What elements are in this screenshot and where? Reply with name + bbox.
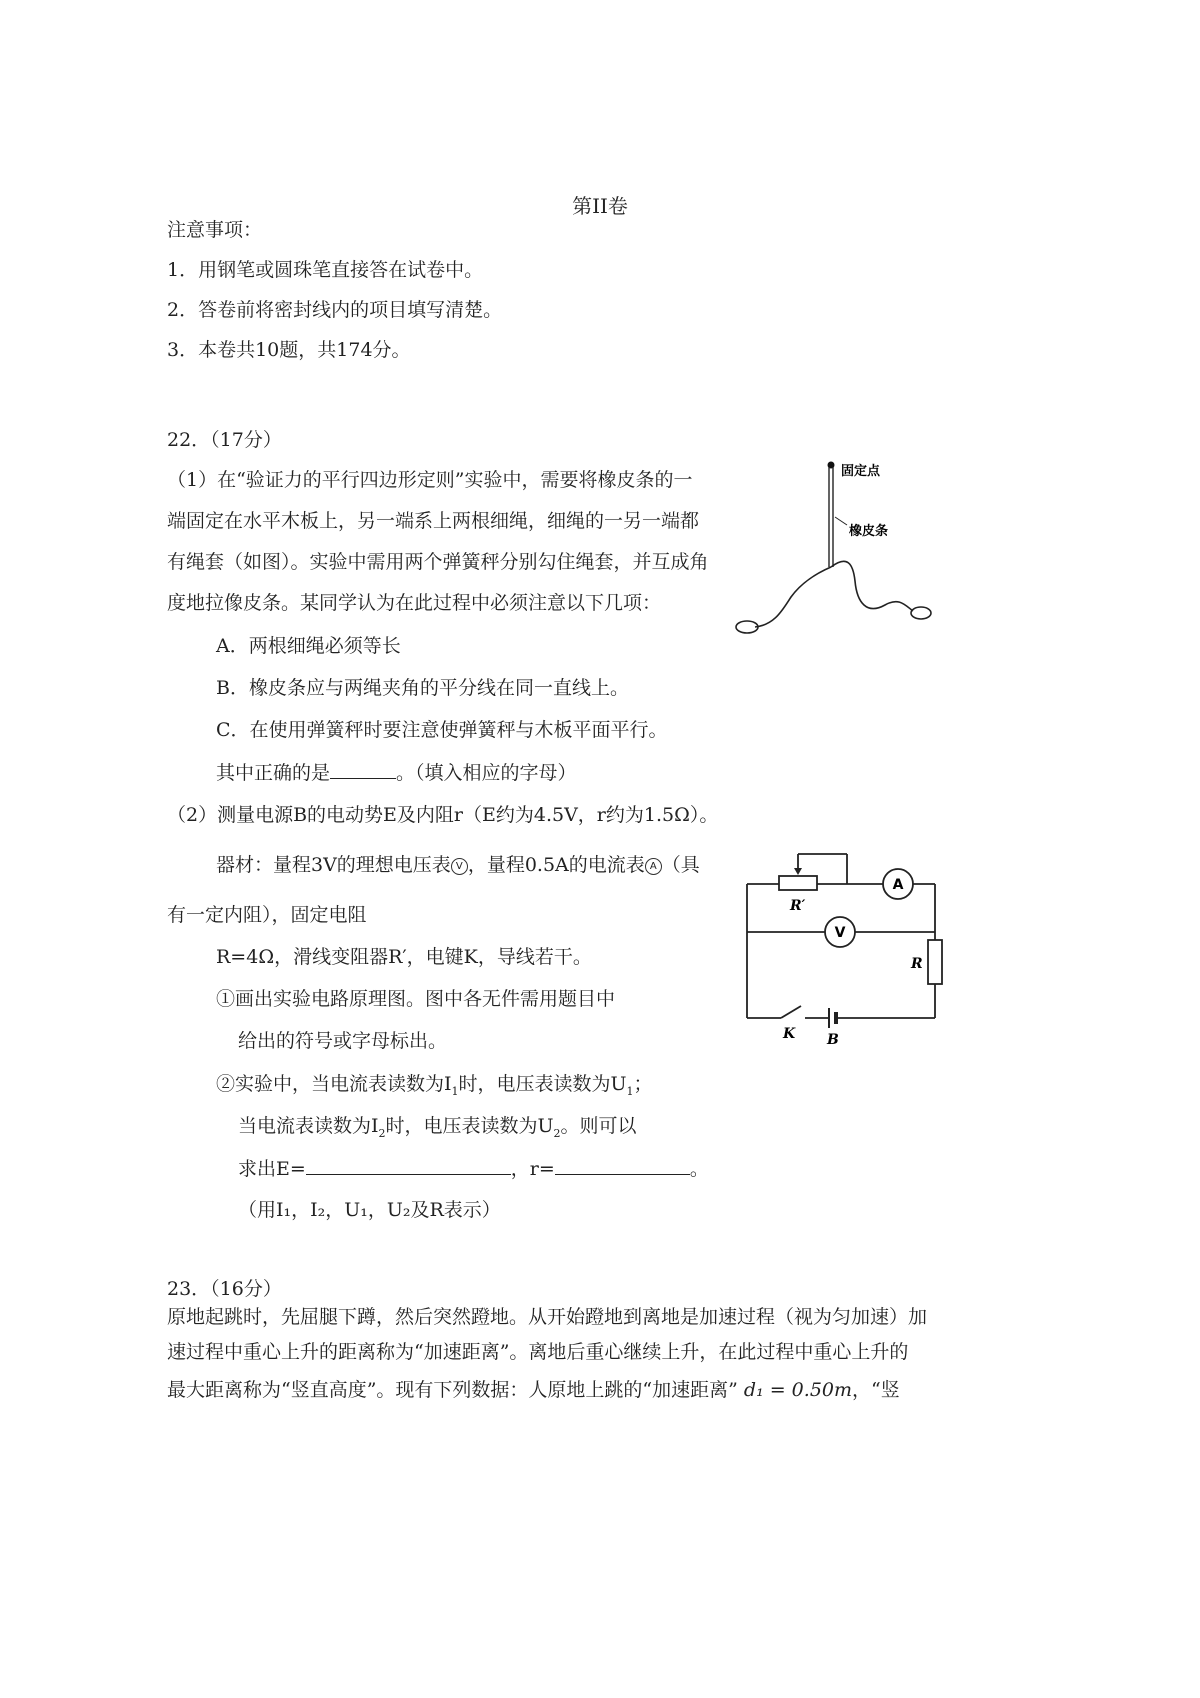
q22-header: 22．（17分） xyxy=(167,429,282,451)
option-b: B．橡皮条应与两绳夹角的平分线在同一直线上。 xyxy=(216,677,629,699)
step2-b-text1: 当电流表读数为I xyxy=(238,1115,379,1137)
option-a: A．两根细绳必须等长 xyxy=(216,635,401,657)
voltmeter-icon: V xyxy=(451,858,468,875)
q22-p1-line-3: 有绳套（如图）。实验中需用两个弹簧秤分别勾住绳套，并互成角 xyxy=(167,551,709,573)
q23-line-1: 原地起跳时，先屈腿下蹲，然后突然蹬地。从开始蹬地到离地是加速过程（视为匀加速）加 xyxy=(167,1306,928,1328)
ammeter-icon: A xyxy=(645,858,662,875)
q22-p2-line-3: 有一定内阻），固定电阻 xyxy=(167,904,367,926)
ammeter-label: A xyxy=(892,877,904,893)
label-rubber-band: 橡皮条 xyxy=(849,524,889,539)
notice-item-2: 2．答卷前将密封线内的项目填写清楚。 xyxy=(167,299,503,321)
step2-c-text2: ，r= xyxy=(510,1158,555,1180)
answer-prefix: 其中正确的是 xyxy=(216,762,331,784)
q22-p1-line-1: （1）在“验证力的平行四边形定则”实验中，需要将橡皮条的一 xyxy=(167,469,693,491)
step2-a-text3: ； xyxy=(633,1073,653,1095)
step2-c-text1: 求出E= xyxy=(238,1158,306,1180)
q22-p2-equipment xyxy=(216,853,700,877)
label-fixed-point: 固定点 xyxy=(841,464,881,479)
voltmeter-label: V xyxy=(834,925,846,941)
step2-a-text2: 时，电压表读数为U xyxy=(458,1073,627,1095)
q22-p2-line-4: R=4Ω，滑线变阻器R′，电键K，导线若干。 xyxy=(216,946,592,968)
q23-line-3-text: 最大距离称为“竖直高度”。现有下列数据：人原地上跳的“加速距离” xyxy=(167,1379,738,1401)
q23-line-3 xyxy=(167,1378,900,1402)
option-c: C．在使用弹簧秤时要注意使弹簧秤与木板平面平行。 xyxy=(216,719,668,741)
step1-line-a: ①画出实验电路原理图。图中各无件需用题目中 xyxy=(216,988,616,1010)
step2-a-text1: ②实验中，当电流表读数为I xyxy=(216,1073,452,1095)
step2-c-text3: 。 xyxy=(689,1158,709,1180)
notice-heading: 注意事项： xyxy=(167,219,263,241)
step2-line-b: 当电流表读数为$I_2$时，电压表读数为$U_2$。则可以 xyxy=(238,1115,637,1140)
notice-item-1: 1．用钢笔或圆珠笔直接答在试卷中。 xyxy=(167,259,484,281)
battery-label: B xyxy=(827,1032,839,1048)
q23-line-3-tail: ，“竖 xyxy=(852,1379,900,1401)
notice-item-3: 3．本卷共10题，共174分。 xyxy=(167,339,411,361)
step2-line-c xyxy=(238,1156,709,1181)
answer-line-1 xyxy=(216,760,577,785)
section-title: 第II卷 xyxy=(572,194,628,218)
q22-p1-line-2: 端固定在水平木板上，另一端系上两根细绳，细绳的一另一端都 xyxy=(167,510,700,532)
key-label: K xyxy=(783,1026,796,1042)
answer-blank-1[interactable] xyxy=(330,760,396,779)
step2-hint: （用I₁，I₂，U₁，U₂及R表示） xyxy=(238,1199,501,1221)
equip-text-b: ，量程0.5A的电流表 xyxy=(467,854,645,876)
q23-line-2: 速过程中重心上升的距离称为“加速距离”。离地后重心继续上升，在此过程中重心上升的 xyxy=(167,1341,909,1363)
q23-d1-value: d₁ = 0.50m xyxy=(743,1379,853,1401)
answer-blank-e[interactable] xyxy=(306,1156,511,1175)
q22-p1-line-4: 度地拉像皮条。某同学认为在此过程中必须注意以下几项： xyxy=(167,592,662,614)
rubber-band-figure xyxy=(735,455,935,645)
rheostat-label: R′ xyxy=(790,898,806,914)
resistor-label: R xyxy=(911,956,923,972)
equip-text-a: 器材：量程3V的理想电压表 xyxy=(216,854,451,876)
answer-blank-r[interactable] xyxy=(555,1156,690,1175)
equip-text-c: （具 xyxy=(661,854,700,876)
q22-p2-line-1: （2）测量电源B的电动势E及内阻r（E约为4.5V，r约为1.5Ω）。 xyxy=(167,804,719,826)
q23-header: 23．（16分） xyxy=(167,1278,282,1300)
step2-b-text3: 。则可以 xyxy=(560,1115,637,1137)
circuit-diagram xyxy=(735,840,955,1050)
step1-line-b: 给出的符号或字母标出。 xyxy=(238,1030,448,1052)
step2-line-a: ②实验中，当电流表读数为$I_1$时，电压表读数为$U_1$； xyxy=(216,1073,653,1098)
step2-b-text2: 时，电压表读数为U xyxy=(385,1115,554,1137)
answer-suffix: 。（填入相应的字母） xyxy=(396,762,577,784)
